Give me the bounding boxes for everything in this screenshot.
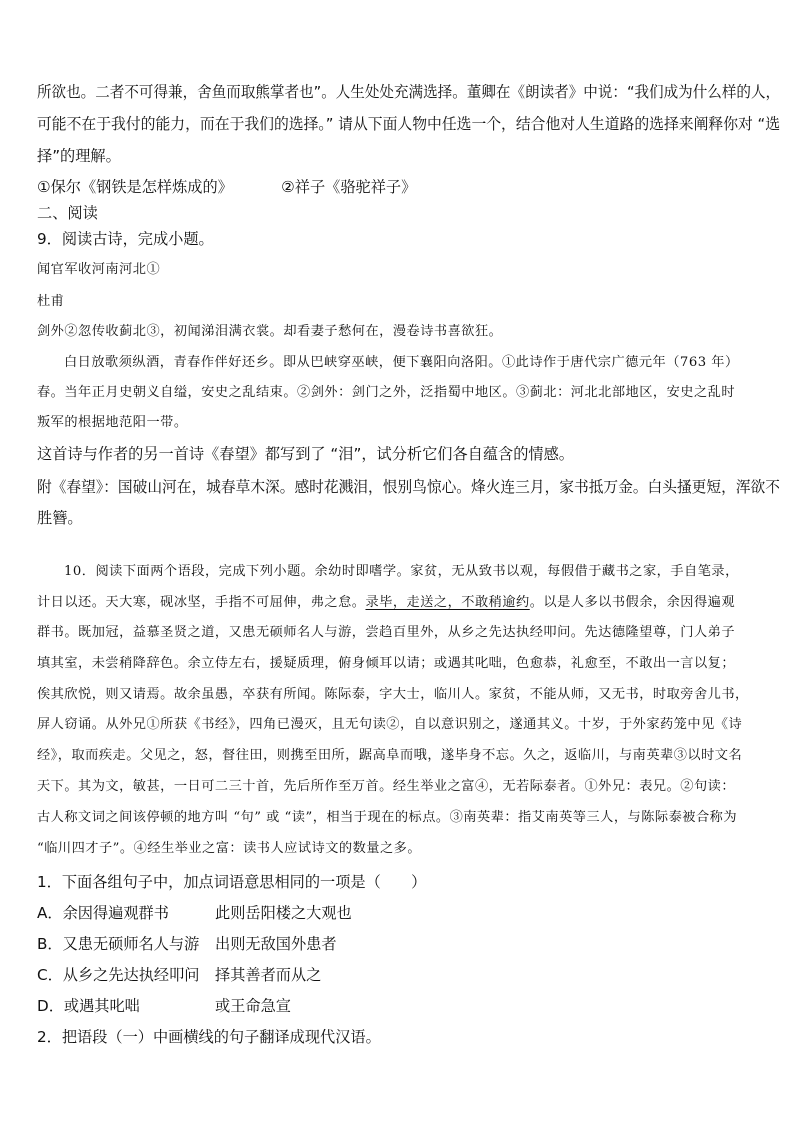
poem-note-line-2: 叛军的根据地范阳一带。 bbox=[37, 415, 188, 430]
passage-line-10: “临川四才子”。④经生举业之富：读书人应试诗文的数量之多。 bbox=[37, 841, 422, 856]
option-b-left: B．又患无硕师名人与游 bbox=[37, 935, 200, 953]
underlined-sentence: 录毕，走送之，不敢稍逾约 bbox=[365, 595, 530, 610]
option-c-left: C．从乡之先达执经叩问 bbox=[37, 966, 200, 984]
poem-line-1: 剑外②忽传收蓟北③，初闻涕泪满衣裳。却看妻子愁何在，漫卷诗书喜欲狂。 bbox=[37, 324, 503, 339]
intro-line-1: 所欲也。二者不可得兼，舍鱼而取熊掌者也”。人生处处充满选择。董卿在《朗读者》中说：“我们成为什么样的人， bbox=[37, 83, 781, 101]
passage-line-4: 填其室，未尝稍降辞色。余立侍左右，援疑质理，俯身倾耳以请；或遇其叱咄，色愈恭，礼愈至，不敢出一言以复； bbox=[37, 656, 736, 671]
option-c[interactable] bbox=[37, 965, 322, 985]
intro-line-3: 择”的理解。 bbox=[37, 147, 121, 165]
passage-line-7: 经》，取而疾走。父见之，怒，督往田，则携至田所，踞高阜而哦，遂毕身不忘。久之，返临川，与南英辈③以时文名 bbox=[37, 748, 743, 763]
poem-line-2: 白日放歌须纵酒，青春作伴好还乡。即从巴峡穿巫峡，便下襄阳向洛阳。①此诗作于唐代宗广德元年（763 年） bbox=[64, 355, 739, 370]
option-d-right: 或王命急宣 bbox=[215, 997, 291, 1015]
passage-line-3: 群书。既加冠，益慕圣贤之道，又患无硕师名人与游，尝趋百里外，从乡之先达执经叩问。先达德隆望尊，门人弟子 bbox=[37, 625, 736, 640]
passage-line-1: 10．阅读下面两个语段，完成下列小题。余幼时即嗜学。家贫，无从致书以观，每假借于藏书之家，手自笔录， bbox=[64, 564, 739, 579]
section-title: 二、阅读 bbox=[37, 204, 98, 222]
intro-character-options: ①保尔《钢铁是怎样炼成的》 ②祥子《骆驼祥子》 bbox=[37, 178, 417, 196]
option-a-right: 此则岳阳楼之大观也 bbox=[215, 904, 352, 922]
poem-note-line-1: 春。当年正月史朝义自缢，安史之乱结束。②剑外：剑门之外，泛指蜀中地区。③蓟北：河北北部地区，安史之乱时 bbox=[37, 385, 736, 400]
sub-question-1: 1．下面各组句子中，加点词语意思相同的一项是（ ） bbox=[37, 873, 427, 891]
passage-line-2 bbox=[37, 593, 735, 613]
passage-line-8: 天下。其为文，敏甚，一日可二三十首，先后所作至万首。经生举业之富④，无若际泰者。①外兄：表兄。②句读： bbox=[37, 779, 736, 794]
option-b-right: 出则无敌国外患者 bbox=[215, 935, 337, 953]
sub-question-2: 2．把语段（一）中画横线的句子翻译成现代汉语。 bbox=[37, 1028, 381, 1046]
option-a-left: A．余因得遍观群书 bbox=[37, 904, 169, 922]
option-c-right: 择其善者而从之 bbox=[215, 966, 322, 984]
option-a[interactable] bbox=[37, 903, 352, 923]
appendix-line-1: 附《春望》：国破山河在，城春草木深。感时花溅泪，恨别鸟惊心。烽火连三月，家书抵万金。白头搔更短，浑欲不 bbox=[37, 478, 780, 496]
passage-line-5: 俟其欣悦，则又请焉。故余虽愚，卒获有所闻。陈际泰，字大士，临川人。家贫，不能从师，又无书，时取旁舍儿书， bbox=[37, 687, 749, 702]
passage-line-2-tail: 。以是人多以书假余，余因得遍观 bbox=[529, 595, 736, 610]
option-d[interactable] bbox=[37, 996, 291, 1016]
poem-author: 杜甫 bbox=[37, 294, 65, 309]
intro-line-2: 可能不在于我付的能力，而在于我们的选择。” 请从下面人物中任选一个，结合他对人生道路的选择来阐释你对 “选 bbox=[37, 115, 781, 133]
q9-question: 这首诗与作者的另一首诗《春望》都写到了 “泪”，试分析它们各自蕴含的情感。 bbox=[37, 445, 574, 463]
option-d-left: D．或遇其叱咄 bbox=[37, 997, 140, 1015]
q9-heading: 9．阅读古诗，完成小题。 bbox=[37, 230, 214, 248]
passage-line-6: 屏人窃诵。从外兄①所获《书经》，四角已漫灭，且无句读②，自以意识别之，遂通其义。十岁，于外家药笼中见《诗 bbox=[37, 717, 743, 732]
option-b[interactable] bbox=[37, 934, 337, 954]
poem-title: 闻官军收河南河北① bbox=[37, 262, 161, 277]
passage-line-2-text: 计日以还。天大寒，砚冰坚，手指不可屈伸，弗之怠。 bbox=[37, 595, 366, 610]
appendix-line-2: 胜簪。 bbox=[37, 509, 83, 527]
passage-line-9: 古人称文词之间该停顿的地方叫 “句” 或 “读”，相当于现在的标点。③南英辈：指艾南英等三人，与陈际泰被合称为 bbox=[37, 810, 738, 825]
